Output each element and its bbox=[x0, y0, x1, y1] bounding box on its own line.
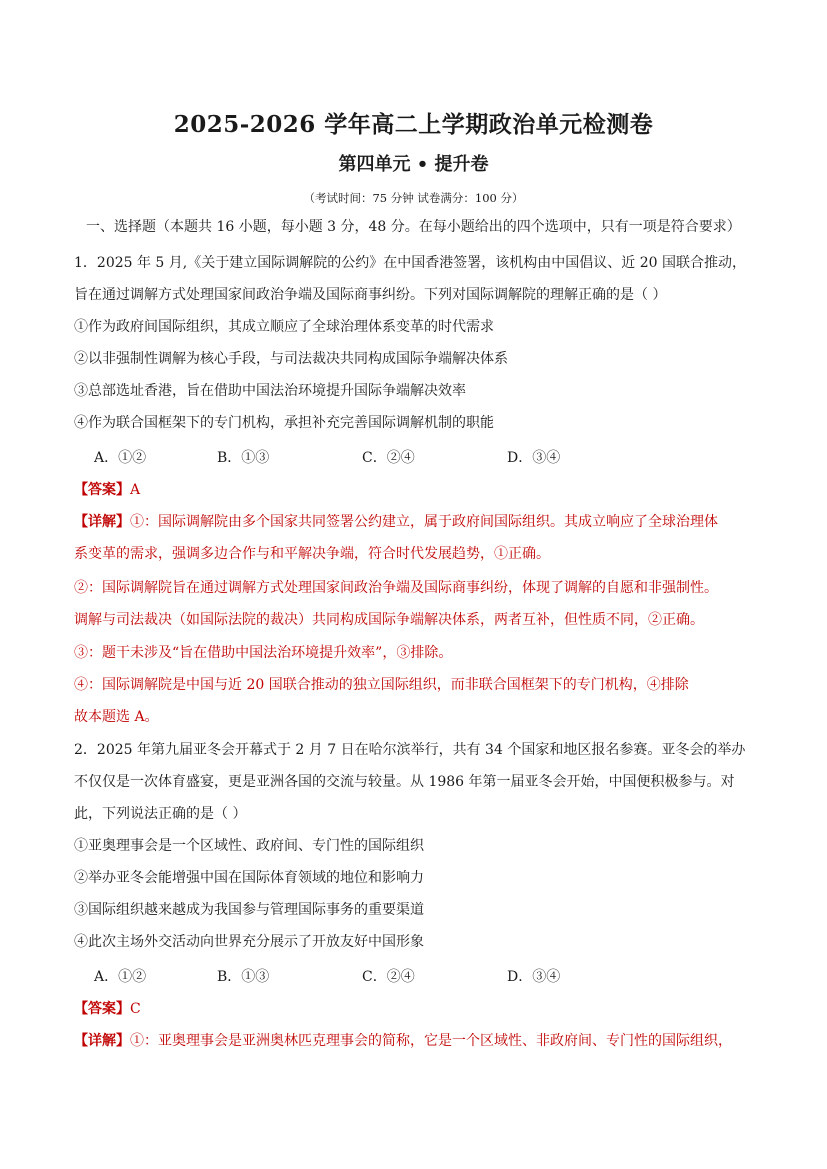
document-title: 2025-2026 学年高二上学期政治单元检测卷 bbox=[173, 111, 654, 138]
q1-answer-tag: 【答案】 bbox=[74, 482, 130, 498]
q2-answer-value: C bbox=[130, 1001, 141, 1017]
q1-explanation-4: 调解与司法裁决（如国际法院的裁决）共同构成国际争端解决体系，两者互补，但性质不同，②正确。 bbox=[74, 612, 704, 628]
q2-explanation-text-1: ①：亚奥理事会是亚洲奥林匹克理事会的简称，它是一个区域性、非政府间、专门性的国际组织， bbox=[130, 1033, 732, 1049]
section-heading: 一、选择题（本题共 16 小题，每小题 3 分，48 分。在每小题给出的四个选项中，只有一项是符合要求） bbox=[86, 219, 741, 235]
q1-explanation-6: ④：国际调解院是中国与近 20 国联合推动的独立国际组织，而非联合国框架下的专门机构，④排除 bbox=[74, 677, 689, 693]
q2-stem-line1: 2．2025 年第九届亚冬会开幕式于 2 月 7 日在哈尔滨举行，共有 34 个国家和地区报名参赛。亚冬会的举办 bbox=[74, 742, 746, 758]
q1-item-2: ②以非强制性调解为核心手段，与司法裁决共同构成国际争端解决体系 bbox=[74, 351, 508, 367]
q1-item-1: ①作为政府间国际组织，其成立顺应了全球治理体系变革的时代需求 bbox=[74, 319, 494, 335]
q2-item-1: ①亚奥理事会是一个区域性、政府间、专门性的国际组织 bbox=[74, 838, 424, 854]
q1-detail-tag: 【详解】 bbox=[74, 514, 130, 530]
q2-explanation-1 bbox=[74, 1031, 732, 1051]
q1-option-d: D．③④ bbox=[507, 450, 561, 466]
q1-option-a: A．①② bbox=[94, 450, 147, 466]
exam-meta: （考试时间：75 分钟 试卷满分：100 分） bbox=[303, 191, 524, 205]
q2-option-d: D．③④ bbox=[507, 969, 561, 985]
q1-explanation-7: 故本题选 A。 bbox=[74, 709, 159, 725]
q1-item-3: ③总部选址香港，旨在借助中国法治环境提升国际争端解决效率 bbox=[74, 383, 466, 399]
q1-answer-value: A bbox=[130, 482, 141, 498]
q1-explanation-text-1: ①：国际调解院由多个国家共同签署公约建立，属于政府间国际组织。其成立响应了全球治理体 bbox=[130, 514, 718, 530]
q2-answer-tag: 【答案】 bbox=[74, 1001, 130, 1017]
q2-option-b: B．①③ bbox=[217, 969, 270, 985]
q2-stem-line2: 不仅仅是一次体育盛宴，更是亚洲各国的交流与较量。从 1986 年第一届亚冬会开始，中国便积极参与。对 bbox=[74, 774, 735, 790]
q2-item-2: ②举办亚冬会能增强中国在国际体育领域的地位和影响力 bbox=[74, 870, 424, 886]
q1-explanation-2: 系变革的需求，强调多边合作与和平解决争端，符合时代发展趋势，①正确。 bbox=[74, 546, 550, 562]
q1-explanation-3: ②：国际调解院旨在通过调解方式处理国家间政治争端及国际商事纠纷，体现了调解的自愿和非强制性。 bbox=[74, 580, 718, 596]
document-subtitle: 第四单元 • 提升卷 bbox=[338, 154, 489, 175]
q2-item-3: ③国际组织越来越成为我国参与管理国际事务的重要渠道 bbox=[74, 902, 424, 918]
q1-explanation-5: ③：题干未涉及“旨在借助中国法治环境提升效率”，③排除。 bbox=[74, 645, 453, 661]
q1-stem-line1: 1．2025 年 5 月,《关于建立国际调解院的公约》在中国香港签署，该机构由中国倡议、近 20 国联合推动， bbox=[74, 255, 746, 271]
q2-item-4: ④此次主场外交活动向世界充分展示了开放友好中国形象 bbox=[74, 934, 424, 950]
q1-explanation-1 bbox=[74, 512, 718, 532]
q2-stem-line3: 此，下列说法正确的是（ ） bbox=[74, 806, 247, 822]
q2-detail-tag: 【详解】 bbox=[74, 1033, 130, 1049]
q2-option-c: C．②④ bbox=[362, 969, 415, 985]
q1-option-b: B．①③ bbox=[217, 450, 270, 466]
q2-option-a: A．①② bbox=[94, 969, 147, 985]
q1-option-c: C．②④ bbox=[362, 450, 415, 466]
q2-answer bbox=[74, 999, 141, 1019]
q1-stem-line2: 旨在通过调解方式处理国家间政治争端及国际商事纠纷。下列对国际调解院的理解正确的是（ ） bbox=[74, 287, 667, 303]
q1-item-4: ④作为联合国框架下的专门机构，承担补充完善国际调解机制的职能 bbox=[74, 415, 494, 431]
q1-answer bbox=[74, 480, 140, 500]
